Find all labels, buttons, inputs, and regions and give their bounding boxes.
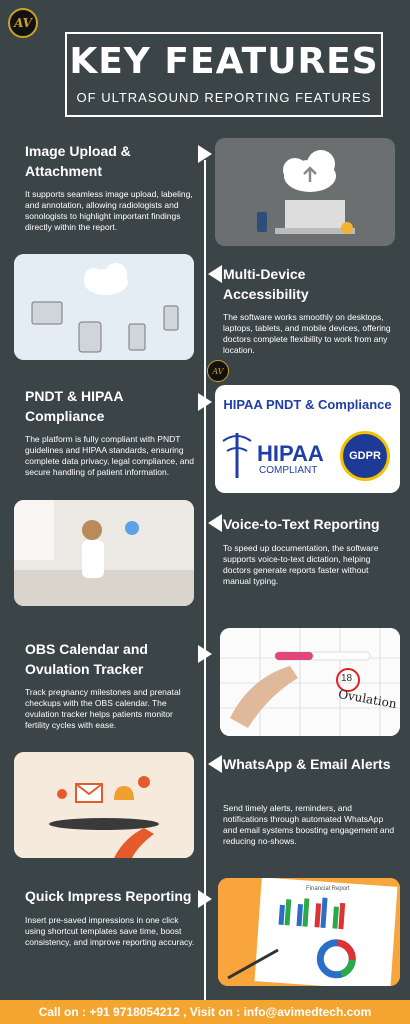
compliance-badges-image — [215, 385, 400, 493]
feature-multi-device — [223, 265, 393, 356]
arrow-right-icon — [198, 145, 212, 163]
calendar-date-text: 18 — [341, 673, 353, 684]
multi-device-image — [14, 254, 194, 360]
feature-title: Multi-Device Accessibility — [223, 266, 309, 302]
feature-desc: Send timely alerts, reminders, and notifications through automated WhatsApp and email systems boosting engagement and reducing no-shows. — [223, 802, 395, 846]
contact-footer — [0, 1000, 410, 1024]
timeline-line — [204, 160, 206, 1000]
feature-desc: The software works smoothly on desktops, laptops, tablets, and mobile devices, offering doctors complete flexibility to work from any location. — [223, 312, 391, 356]
report-chart-image — [218, 878, 400, 986]
gdpr-seal-icon — [340, 431, 390, 481]
arrow-right-icon — [198, 393, 212, 411]
contact-text: Call on : +91 9718054212 , Visit on : info@avimedtech.com — [38, 1005, 372, 1019]
feature-whatsapp-email — [223, 755, 398, 847]
arrow-right-icon — [198, 890, 212, 908]
ovulation-word: Ovulation — [337, 686, 398, 712]
report-title-text: Financial Report — [306, 886, 350, 892]
feature-desc: The platform is fully compliant with PNDT guidelines and HIPAA standards, ensuring complete data privacy, legal compliance, and secure handling of patient information. — [25, 434, 194, 478]
header-box — [65, 32, 383, 117]
laptop-cloud-image — [215, 138, 395, 246]
feature-quick-impress — [25, 887, 195, 948]
feature-obs-calendar — [25, 640, 195, 731]
feature-desc: To speed up documentation, the software supports voice-to-text dictation, helping doctors generate reports faster without manual typing. — [223, 542, 379, 586]
ovulation-calendar-image — [220, 628, 400, 736]
feature-title: Voice-to-Text Reporting — [223, 516, 380, 532]
compliance-heading: HIPAA PNDT & Compliance — [223, 397, 392, 412]
feature-image-upload — [25, 142, 195, 233]
feature-title: Quick Impress Reporting — [25, 888, 192, 904]
feature-desc: It supports seamless image upload, labeling, and annotation, allowing radiologists and sonologists to highlight important findings directly within the report. — [25, 189, 193, 233]
feature-title: PNDT & HIPAA Compliance — [25, 388, 123, 424]
brand-logo: AV — [8, 8, 38, 38]
alerts-image — [14, 752, 194, 858]
feature-desc: Insert pre-saved impressions in one click using shortcut templates save time, boost consistency, and improve reporting accuracy. — [25, 914, 195, 947]
feature-desc: Track pregnancy milestones and prenatal checkups with the OBS calendar. The ovulation tracker helps patients monitor fertility cycles with ease. — [25, 687, 181, 731]
arrow-left-icon — [208, 755, 222, 773]
page-subtitle: OF ULTRASOUND REPORTING FEATURES — [76, 90, 372, 105]
hipaa-compliant-text: COMPLIANT — [259, 465, 318, 476]
feature-pndt-hipaa — [25, 387, 195, 478]
arrow-right-icon — [198, 645, 212, 663]
gdpr-text: GDPR — [349, 450, 381, 462]
feature-title: Image Upload & Attachment — [25, 143, 131, 179]
feature-title: OBS Calendar and Ovulation Tracker — [25, 641, 148, 677]
timeline-logo: AV — [207, 360, 229, 382]
arrow-left-icon — [208, 514, 222, 532]
page-title: KEY FEATURES — [69, 41, 379, 82]
feature-voice-to-text — [223, 515, 393, 587]
hipaa-text: HIPAA — [257, 441, 324, 466]
arrow-left-icon — [208, 265, 222, 283]
feature-title: WhatsApp & Email Alerts — [223, 756, 391, 772]
voice-to-text-image — [14, 500, 194, 606]
